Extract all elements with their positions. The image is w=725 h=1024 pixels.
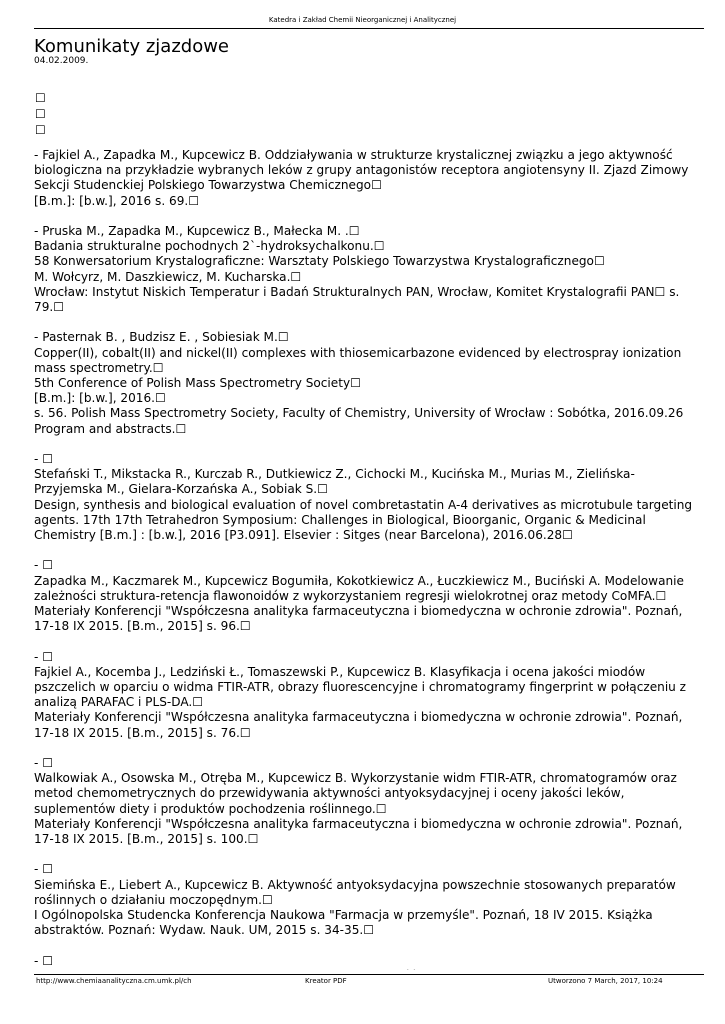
entry-line: 58 Konwersatorium Krystalograficzne: Warsztaty Polskiego Towarzystwa Krystalograficznego☐ [34, 254, 605, 269]
box-glyph: ☐ [35, 107, 46, 121]
header-rule [34, 28, 704, 29]
page-date: 04.02.2009. [34, 56, 89, 66]
list-item [34, 224, 698, 315]
entry-line: Materiały Konferencji "Współczesna analityka farmaceutyczna i biomedyczna w ochronie zdrowia". Poznań, 17-18 IX 2015. [B.m., 2015] s. 76.☐ [34, 710, 683, 740]
page-title: Komunikaty zjazdowe [34, 36, 230, 57]
entry-line: - ☐ [34, 558, 54, 573]
list-item [34, 954, 698, 970]
entry-line: Zapadka M., Kaczmarek M., Kupcewicz Bogumiła, Kokotkiewicz A., Łuczkiewicz M., Buciński A. Modelowanie zależności struktura-retencja flawonoidów z wykorzystaniem regresji wielokrotnej oraz metody CoMFA.☐ [34, 573, 684, 603]
entry-line: - ☐ [34, 862, 54, 877]
entry-line: [B.m.]: [b.w.], 2016 s. 69.☐ [34, 193, 200, 208]
entry-line: - ☐ [34, 953, 54, 968]
footer-url: http://www.chemiaanalityczna.cm.umk.pl/ch [36, 977, 192, 985]
entry-line: Design, synthesis and biological evaluation of novel combretastatin A-4 derivatives as microtubule targeting agents. 17th 17th Tetrahedron Symposium: Challenges in Biological, Bioorganic, Organic & Medicinal Chemistry [B.m.] : [b.w.], 2016 [P3.091]. Elsevier : Sitges (near Barcelona), 2016.06.28☐ [34, 497, 693, 543]
publication-list [34, 148, 698, 970]
entry-line: Wrocław: Instytut Niskich Temperatur i Badań Strukturalnych PAN, Wrocław, Komitet Krystalografii PAN☐ s. 79.☐ [34, 284, 680, 315]
placeholder-boxes [35, 90, 46, 138]
entry-line: Materiały Konferencji "Współczesna analityka farmaceutyczna i biomedyczna w ochronie zdrowia". Poznań, 17-18 IX 2015. [B.m., 2015] s. 100.☐ [34, 816, 683, 847]
page-header: Katedra i Zakład Chemii Nieorganicznej i Analitycznej [268, 16, 457, 24]
entry-line: I Ogólnopolska Studencka Konferencja Naukowa "Farmacja w przemyśle". Poznań, 18 IV 2015. Książka abstraktów. Poznań: Wydaw. Nauk. UM, 2015 s. 34-35.☐ [34, 908, 653, 938]
list-item [34, 148, 698, 209]
entry-line: s. 56. Polish Mass Spectrometry Society, Faculty of Chemistry, University of Wrocław : Sobótka, 2016.09.26 Program and abstracts.☐ [34, 406, 684, 436]
entry-line: - Pasternak B. , Budzisz E. , Sobiesiak M.☐ [34, 330, 289, 345]
entry-line: Badania strukturalne pochodnych 2`-hydroksychalkonu.☐ [34, 239, 385, 254]
entry-line: 5th Conference of Polish Mass Spectrometry Society☐ [34, 376, 361, 391]
entry-line [34, 969, 698, 970]
entry-line: Materiały Konferencji "Współczesna analityka farmaceutyczna i biomedyczna w ochronie zdrowia". Poznań, 17-18 IX 2015. [B.m., 2015] s. 96.☐ [34, 604, 683, 634]
entry-line: - ☐ [34, 649, 54, 664]
entry-line: - ☐ [34, 452, 54, 467]
entry-line: [B.m.]: [b.w.], 2016.☐ [34, 391, 166, 406]
list-item [34, 862, 698, 938]
entry-line: Siemińska E., Liebert A., Kupcewicz B. Aktywność antyoksydacyjna powszechnie stosowanych preparatów roślinnych o działaniu moczopędnym.☐ [34, 877, 676, 907]
box-glyph: ☐ [35, 91, 46, 105]
entry-line: Walkowiak A., Osowska M., Otręba M., Kupcewicz B. Wykorzystanie widm FTIR-ATR, chromatogramów oraz metod chemometrycznych do przewidywania aktywności antyoksydacyjnej i oceny jakości leków, suplementów diety i produktów pochodzenia roślinnego.☐ [34, 771, 677, 816]
list-item [34, 452, 698, 543]
list-item [34, 756, 698, 847]
entry-line: - Fajkiel A., Zapadka M., Kupcewicz B. Oddziaływania w strukturze krystalicznej związku a jego aktywność biologiczna na przykładzie wybranych leków z grupy antagonistów receptora angiotensyny II. Zjazd Zimowy Sekcji Studenckiej Polskiego Towarzystwa Chemicznego☐ [34, 148, 689, 193]
list-item [34, 330, 698, 436]
footer-created: Utworzono 7 March, 2017, 10:24 [548, 977, 663, 985]
entry-line: Stefański T., Mikstacka R., Kurczab R., Dutkiewicz Z., Cichocki M., Kucińska M., Murias M., Zielińska-Przyjemska M., Gielara-Korzańska A., Sobiak S.☐ [34, 467, 635, 497]
footer-generator: Kreator PDF [305, 977, 347, 985]
list-item [34, 558, 698, 634]
list-item [34, 650, 698, 741]
entry-line: - ☐ [34, 756, 54, 771]
footer-rule [34, 974, 704, 975]
entry-line: Copper(II), cobalt(II) and nickel(II) complexes with thiosemicarbazone evidenced by electrospray ionization mass spectrometry.☐ [34, 345, 682, 375]
entry-line: Fajkiel A., Kocemba J., Ledziński Ł., Tomaszewski P., Kupcewicz B. Klasyfikacja i ocena jakości miodów pszczelich w oparciu o widma FTIR-ATR, obrazy fluorescencyjne i chromatogramy fingerprint w połączeniu z analizą PARAFAC i PLS-DA.☐ [34, 664, 687, 710]
entry-line: M. Wołcyrz, M. Daszkiewicz, M. Kucharska.☐ [34, 269, 302, 284]
box-glyph: ☐ [35, 123, 46, 137]
entry-line: - Pruska M., Zapadka M., Kupcewicz B., Małecka M. .☐ [34, 224, 360, 238]
